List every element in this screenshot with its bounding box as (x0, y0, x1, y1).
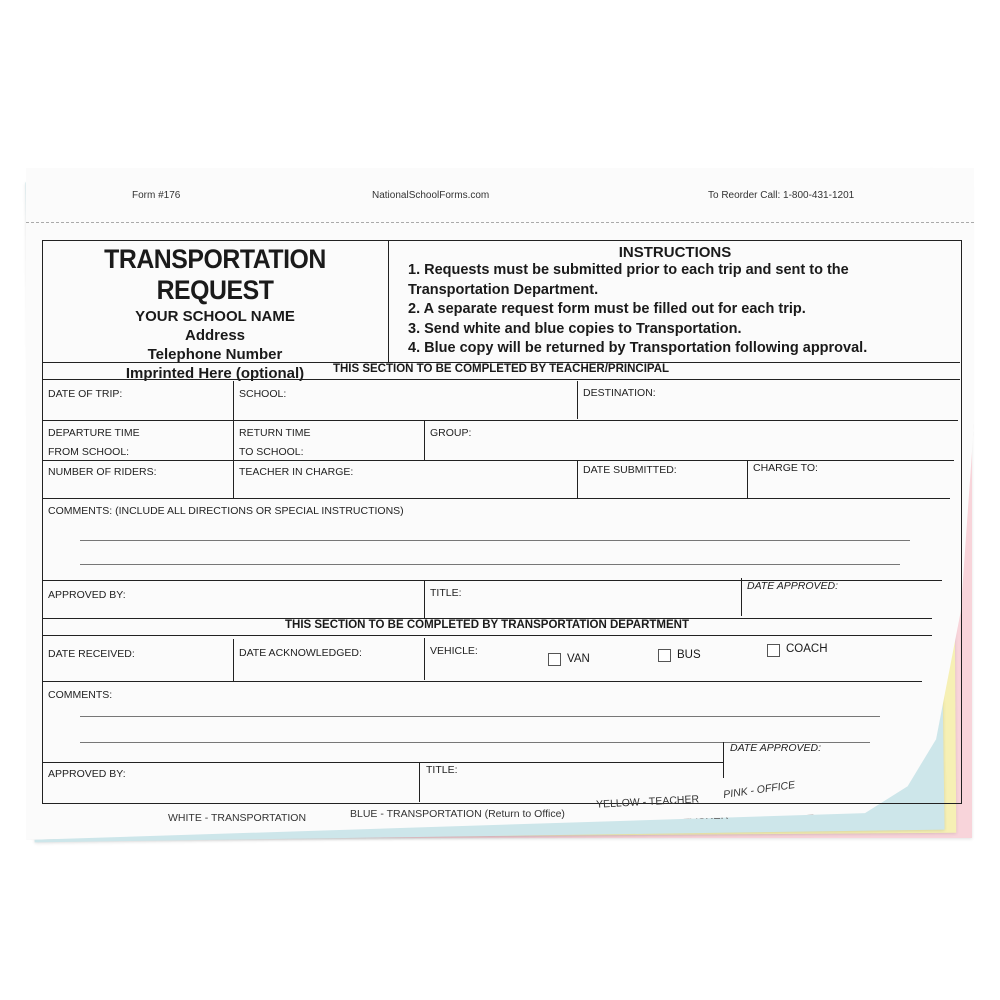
van-label: VAN (567, 653, 590, 665)
to-school-label: TO SCHOOL: (239, 446, 304, 458)
instruction-line: 1. Requests must be submitted prior to each trip and sent to the (408, 262, 849, 278)
title-panel (42, 240, 389, 382)
teacher-section-heading: THIS SECTION TO BE COMPLETED BY TEACHER/PRINCIPAL (42, 362, 960, 380)
row-divider (42, 420, 958, 421)
yellow-copy-label: YELLOW - TEACHER (595, 793, 700, 811)
title-label: TITLE: (430, 587, 462, 599)
instruction-line: 3. Send white and blue copies to Transportation. (408, 320, 742, 337)
return-time-label: RETURN TIME (239, 427, 311, 439)
date-acknowledged-label: DATE ACKNOWLEDGED: (239, 647, 362, 659)
column-divider (577, 381, 578, 419)
column-divider (424, 581, 425, 619)
van-checkbox[interactable] (548, 653, 561, 666)
column-divider (419, 762, 420, 802)
comments-write-line[interactable] (80, 540, 910, 541)
transport-date-approved-label: DATE APPROVED: (730, 742, 822, 754)
instruction-line: Transportation Department. (408, 281, 599, 298)
school-address: Address (184, 327, 246, 344)
teacher-in-charge-label: TEACHER IN CHARGE: (239, 466, 354, 478)
bus-label: BUS (677, 649, 701, 661)
row-divider (42, 681, 922, 682)
comments-write-line[interactable] (80, 564, 900, 565)
column-divider (723, 742, 724, 778)
form-title: TRANSPORTATION REQUEST (104, 244, 326, 305)
column-divider (424, 421, 425, 460)
row-divider (42, 762, 723, 763)
coach-checkbox[interactable] (767, 644, 780, 657)
column-divider (577, 461, 578, 499)
form-number: Form #176 (132, 190, 181, 201)
instructions-panel (390, 244, 960, 359)
comments-write-line[interactable] (80, 716, 880, 717)
approved-by-label: APPROVED BY: (48, 589, 126, 601)
blue-copy-label: BLUE - TRANSPORTATION (Return to Office) (350, 808, 565, 820)
departure-time-label: DEPARTURE TIME (48, 427, 140, 439)
vehicle-label: VEHICLE: (430, 645, 478, 657)
column-divider (233, 381, 234, 499)
column-divider (741, 578, 742, 616)
number-of-riders-label: NUMBER OF RIDERS: (48, 466, 157, 478)
group-label: GROUP: (430, 427, 472, 439)
row-divider (42, 498, 950, 499)
destination-label: DESTINATION: (583, 387, 656, 399)
row-divider (42, 460, 954, 461)
perforation-line (26, 222, 974, 223)
imprint-note: Imprinted Here (optional) (125, 365, 305, 382)
coach-label: COACH (786, 643, 828, 655)
column-divider (233, 639, 234, 681)
transport-section-heading: THIS SECTION TO BE COMPLETED BY TRANSPORTATION DEPARTMENT (42, 618, 932, 636)
bus-checkbox[interactable] (658, 649, 671, 662)
date-approved-label: DATE APPROVED: (747, 580, 839, 592)
school-label: SCHOOL: (239, 388, 287, 400)
column-divider (424, 638, 425, 680)
school-name: YOUR SCHOOL NAME (135, 308, 295, 325)
comments-label: COMMENTS: (INCLUDE ALL DIRECTIONS OR SPECIAL INSTRUCTIONS) (48, 505, 404, 517)
school-phone: Telephone Number (147, 346, 283, 363)
instructions-heading: INSTRUCTIONS (618, 244, 732, 261)
date-received-label: DATE RECEIVED: (48, 648, 135, 660)
pink-copy-footer-label: PINK - OFFICE (722, 779, 796, 801)
from-school-label: FROM SCHOOL: (48, 446, 130, 458)
instruction-line: 2. A separate request form must be filled out for each trip. (408, 301, 806, 317)
transport-comments-label: COMMENTS: (48, 689, 113, 701)
instruction-line: 4. Blue copy will be returned by Transportation following approval. (408, 340, 868, 356)
reorder-phone: To Reorder Call: 1-800-431-1201 (708, 190, 855, 201)
charge-to-label: CHARGE TO: (753, 462, 818, 474)
date-submitted-label: DATE SUBMITTED: (583, 464, 677, 476)
date-of-trip-label: DATE OF TRIP: (48, 388, 123, 400)
white-copy-label: WHITE - TRANSPORTATION (168, 812, 307, 824)
transport-title-label: TITLE: (426, 764, 458, 776)
transport-approved-by-label: APPROVED BY: (48, 768, 126, 780)
website: NationalSchoolForms.com (372, 190, 490, 201)
column-divider (747, 460, 748, 498)
